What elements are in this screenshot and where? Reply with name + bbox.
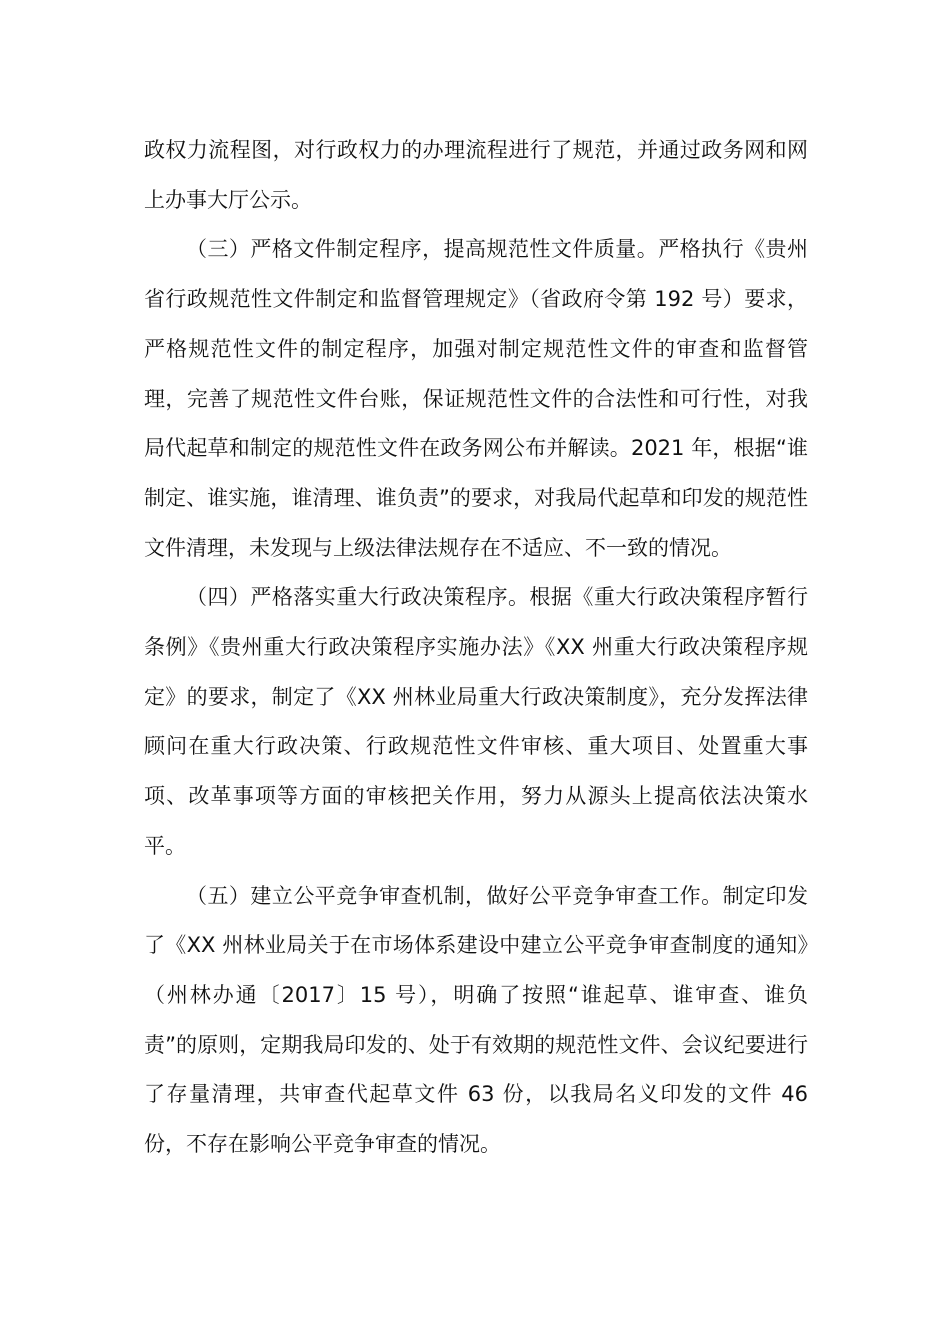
- paragraph-section-3: （三）严格文件制定程序，提高规范性文件质量。严格执行《贵州省行政规范性文件制定和监督管理规定》（省政府令第 192 号）要求，严格规范性文件的制定程序，加强对制定规范性文件的审查和监督管理，完善了规范性文件台账，保证规范性文件的合法性和可行性，对我局代起草和制定的规范性文件在政务网公布并解读。2021 年，根据“谁制定、谁实施，谁清理、谁负责”的要求，对我局代起草和印发的规范性文件清理，未发现与上级法律法规存在不适应、不一致的情况。: [144, 237, 808, 560]
- paragraph-section-5: （五）建立公平竞争审查机制，做好公平竞争审查工作。制定印发了《XX 州林业局关于在市场体系建设中建立公平竞争审查制度的通知》（州林办通〔2017〕15 号），明确了按照“谁起草、谁审查、谁负责”的原则，定期我局印发的、处于有效期的规范性文件、会议纪要进行了存量清理，共审查代起草文件 63 份，以我局名义印发的文件 46 份，不存在影响公平竞争审查的情况。: [144, 883, 808, 1157]
- paragraph-continuation: 政权力流程图，对行政权力的办理流程进行了规范，并通过政务网和网上办事大厅公示。: [144, 138, 808, 212]
- document-body: [144, 126, 808, 1170]
- paragraph-section-4: （四）严格落实重大行政决策程序。根据《重大行政决策程序暂行条例》《贵州重大行政决策程序实施办法》《XX 州重大行政决策程序规定》的要求，制定了《XX 州林业局重大行政决策制度》，充分发挥法律顾问在重大行政决策、行政规范性文件审核、重大项目、处置重大事项、改革事项等方面的审核把关作用，努力从源头上提高依法决策水平。: [144, 585, 808, 858]
